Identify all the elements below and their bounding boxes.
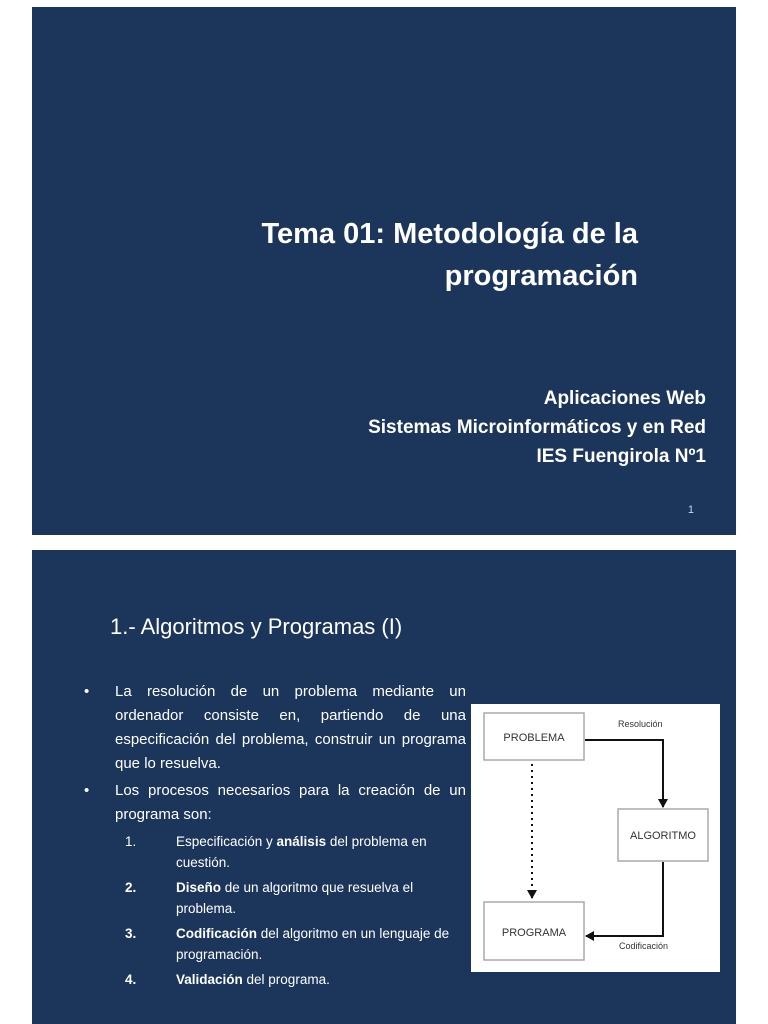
slide-subtitle (368, 384, 706, 471)
step-item (115, 923, 476, 965)
step-text: Especificación y (176, 834, 277, 849)
section-title: 1.- Algoritmos y Programas (I) (110, 614, 403, 639)
bullet-text: La resolución de un problema mediante un ordenador consiste en, partiendo de una especificación del problema, construir un programa que lo resuelva. (115, 683, 466, 772)
subtitle-line-course: Aplicaciones Web (543, 388, 706, 409)
step-keyword: Codificación (176, 926, 258, 941)
step-item (115, 969, 476, 990)
step-text: de un algoritmo que resuelva el problema. (176, 880, 414, 916)
step-number: 2. (125, 880, 137, 895)
step-text: del problema en cuestión. (176, 834, 427, 870)
box-algoritmo-label: ALGORITMO (629, 830, 697, 842)
step-item (115, 831, 476, 873)
step-number: 3. (125, 926, 137, 941)
bullet-list (84, 680, 466, 994)
step-number: 1. (125, 834, 137, 849)
steps-list (115, 831, 466, 990)
process-diagram (471, 704, 720, 972)
box-problema-label: PROBLEMA (503, 732, 565, 744)
label-resolucion: Resolución (618, 719, 663, 729)
subtitle-line-school: IES Fuengirola Nº1 (536, 446, 706, 467)
step-keyword: Diseño (176, 880, 222, 895)
step-keyword: análisis (276, 834, 327, 849)
bullet-item (84, 680, 466, 776)
subtitle-line-program: Sistemas Microinformáticos y en Red (368, 417, 706, 438)
step-number: 4. (125, 972, 137, 987)
step-item (115, 877, 476, 919)
step-keyword: Validación (176, 972, 243, 987)
title-line-2: programación (444, 260, 638, 292)
diagram-svg (471, 704, 720, 972)
step-text: del programa. (242, 972, 330, 987)
bullet-item (84, 779, 466, 990)
content-slide (32, 550, 736, 1024)
box-programa-label: PROGRAMA (501, 927, 567, 939)
bullet-icon: • (84, 683, 90, 700)
page-number: 1 (687, 504, 694, 516)
bullet-text: Los procesos necesarios para la creación de un programa son: (115, 782, 466, 823)
title-slide (32, 7, 736, 535)
slide-title (261, 213, 638, 297)
arrow-resolucion (585, 740, 663, 807)
title-line-1: Tema 01: Metodología de la (261, 218, 638, 250)
arrow-codificacion (586, 862, 663, 936)
step-text: del algoritmo en un lenguaje de programación. (176, 926, 450, 962)
label-codificacion: Codificación (619, 941, 669, 951)
bullet-icon: • (84, 782, 90, 799)
